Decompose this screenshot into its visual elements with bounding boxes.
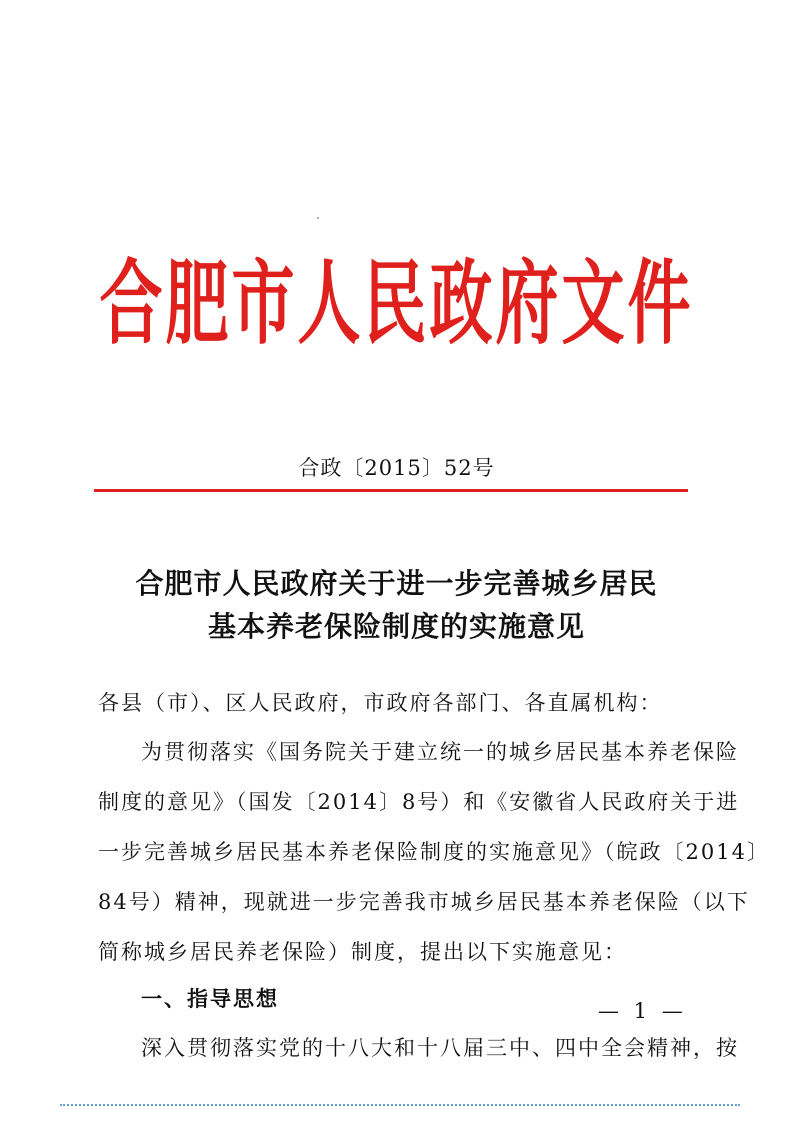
paragraph-line: 深入贯彻落实党的十八大和十八届三中、四中全会精神，按 [141, 1036, 739, 1060]
paragraph-line: 84号）精神，现就进一步完善我市城乡居民基本养老保险（以下 [98, 890, 750, 914]
masthead-title: 合肥市人民政府文件 [99, 250, 694, 357]
section-heading: 一、指导思想 [141, 987, 279, 1011]
paragraph-line: 简称城乡居民养老保险）制度，提出以下实施意见： [98, 940, 627, 964]
page-number: — 1 — [598, 999, 687, 1023]
paragraph-line: 制度的意见》（国发〔2014〕8号）和《安徽省人民政府关于进 [98, 790, 740, 814]
document-title-line-1: 合肥市人民政府关于进一步完善城乡居民 [135, 567, 658, 600]
document-number: 合政〔2015〕52号 [298, 456, 495, 480]
scan-speck [317, 217, 319, 219]
salutation: 各县（市）、区人民政府，市政府各部门、各直属机构： [98, 691, 663, 715]
document-title-line-2: 基本养老保险制度的实施意见 [207, 610, 585, 643]
paragraph-line: 为贯彻落实《国务院关于建立统一的城乡居民基本养老保险 [141, 740, 739, 764]
paragraph-line: 一步完善城乡居民基本养老保险制度的实施意见》（皖政〔2014〕 [98, 840, 770, 864]
red-separator-rule [94, 489, 688, 492]
scan-edge-dots [60, 1104, 740, 1106]
